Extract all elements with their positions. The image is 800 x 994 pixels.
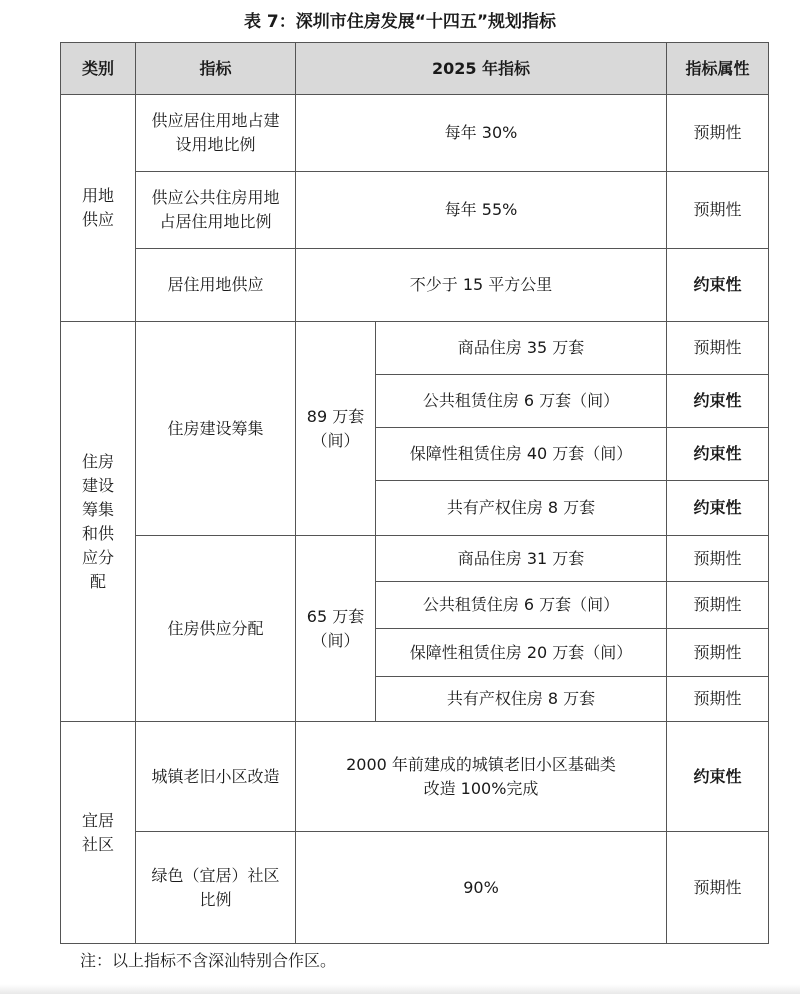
attribute-cell: 约束性 xyxy=(667,428,769,481)
target-cell: 共有产权住房 8 万套 xyxy=(376,677,667,722)
indicator-cell: 住房供应分配 xyxy=(136,536,296,722)
table-row xyxy=(61,322,769,375)
total-cell: 89 万套（间） xyxy=(296,322,376,536)
target-cell: 每年 30% xyxy=(296,95,667,172)
header-attribute: 指标属性 xyxy=(667,43,769,95)
header-indicator: 指标 xyxy=(136,43,296,95)
table-title: 表 7：深圳市住房发展“十四五”规划指标 xyxy=(243,12,557,32)
target-cell: 保障性租赁住房 40 万套（间） xyxy=(376,428,667,481)
category-community: 宜居社区 xyxy=(61,722,136,944)
attribute-cell: 预期性 xyxy=(667,536,769,582)
attribute-cell: 预期性 xyxy=(667,322,769,375)
target-cell: 共有产权住房 8 万套 xyxy=(376,481,667,536)
attribute-cell: 约束性 xyxy=(667,249,769,322)
attribute-cell: 预期性 xyxy=(667,629,769,677)
table-row xyxy=(61,536,769,582)
table-row xyxy=(61,95,769,172)
category-housing: 住房建设筹集和供应分配 xyxy=(61,322,136,722)
total-cell: 65 万套（间） xyxy=(296,536,376,722)
attribute-cell: 预期性 xyxy=(667,172,769,249)
indicator-cell: 城镇老旧小区改造 xyxy=(136,722,296,832)
attribute-cell: 约束性 xyxy=(667,375,769,428)
attribute-cell: 约束性 xyxy=(667,481,769,536)
indicator-cell: 住房建设筹集 xyxy=(136,322,296,536)
attribute-cell: 预期性 xyxy=(667,582,769,629)
header-row xyxy=(61,43,769,95)
target-cell: 90% xyxy=(296,832,667,944)
indicator-cell: 供应居住用地占建设用地比例 xyxy=(136,95,296,172)
target-cell: 商品住房 35 万套 xyxy=(376,322,667,375)
footnote: 注：以上指标不含深汕特别合作区。 xyxy=(80,951,337,970)
indicator-cell: 绿色（宜居）社区比例 xyxy=(136,832,296,944)
target-cell: 每年 55% xyxy=(296,172,667,249)
attribute-cell: 约束性 xyxy=(667,722,769,832)
target-cell: 公共租赁住房 6 万套（间） xyxy=(376,582,667,629)
attribute-cell: 预期性 xyxy=(667,95,769,172)
table-row xyxy=(61,172,769,249)
target-cell: 不少于 15 平方公里 xyxy=(296,249,667,322)
target-cell: 2000 年前建成的城镇老旧小区基础类改造 100%完成 xyxy=(296,722,667,832)
target-cell: 保障性租赁住房 20 万套（间） xyxy=(376,629,667,677)
indicator-cell: 供应公共住房用地占居住用地比例 xyxy=(136,172,296,249)
housing-indicator-table xyxy=(60,42,769,944)
target-cell: 商品住房 31 万套 xyxy=(376,536,667,582)
table-row xyxy=(61,832,769,944)
target-cell: 公共租赁住房 6 万套（间） xyxy=(376,375,667,428)
attribute-cell: 预期性 xyxy=(667,832,769,944)
table-row xyxy=(61,249,769,322)
attribute-cell: 预期性 xyxy=(667,677,769,722)
table-row xyxy=(61,722,769,832)
header-category: 类别 xyxy=(61,43,136,95)
header-target: 2025 年指标 xyxy=(296,43,667,95)
category-land: 用地供应 xyxy=(61,95,136,322)
page-edge xyxy=(0,984,800,994)
indicator-cell: 居住用地供应 xyxy=(136,249,296,322)
